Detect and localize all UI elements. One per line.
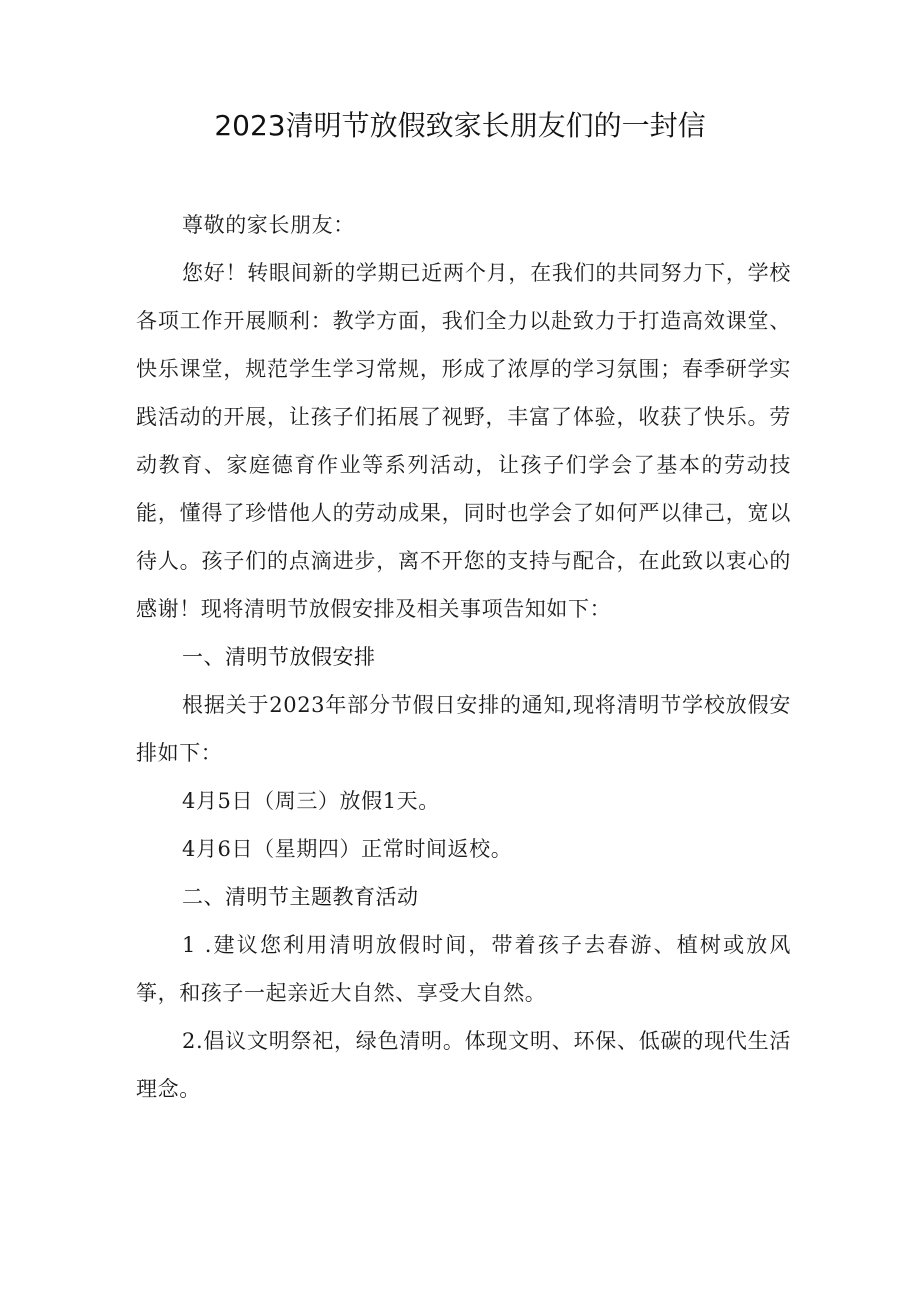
section-heading-activities: 二、清明节主题教育活动 [182,885,419,909]
activity-item-2: 2.倡议文明祭祀，绿色清明。体现文明、环保、低碳的现代生活理念。 [136,1029,791,1101]
holiday-line-off: 4月5日（周三）放假1天。 [182,789,440,813]
page-title: 2023清明节放假致家长朋友们的一封信 [214,109,706,142]
letter-body [136,201,791,1113]
section-heading-holiday: 一、清明节放假安排 [182,645,376,669]
holiday-line-return: 4月6日（星期四）正常时间返校。 [182,837,513,861]
salutation: 尊敬的家长朋友： [182,213,355,237]
holiday-paragraph: 根据关于2023年部分节假日安排的通知,现将清明节学校放假安排如下： [136,693,791,765]
intro-paragraph: 您好！转眼间新的学期已近两个月，在我们的共同努力下，学校各项工作开展顺利：教学方面，我们全力以赴致力于打造高效课堂、快乐课堂，规范学生学习常规，形成了浓厚的学习氛围；春季研学实践活动的开展，让孩子们拓展了视野，丰富了体验，收获了快乐。劳动教育、家庭德育作业等系列活动，让孩子们学会了基本的劳动技能，懂得了珍惜他人的劳动成果，同时也学会了如何严以律己，宽以待人。孩子们的点滴进步，离不开您的支持与配合，在此致以衷心的感谢！现将清明节放假安排及相关事项告知如下： [136,261,791,621]
activity-item-1: 1 .建议您利用清明放假时间，带着孩子去春游、植树或放风筝，和孩子一起亲近大自然、享受大自然。 [136,933,791,1005]
